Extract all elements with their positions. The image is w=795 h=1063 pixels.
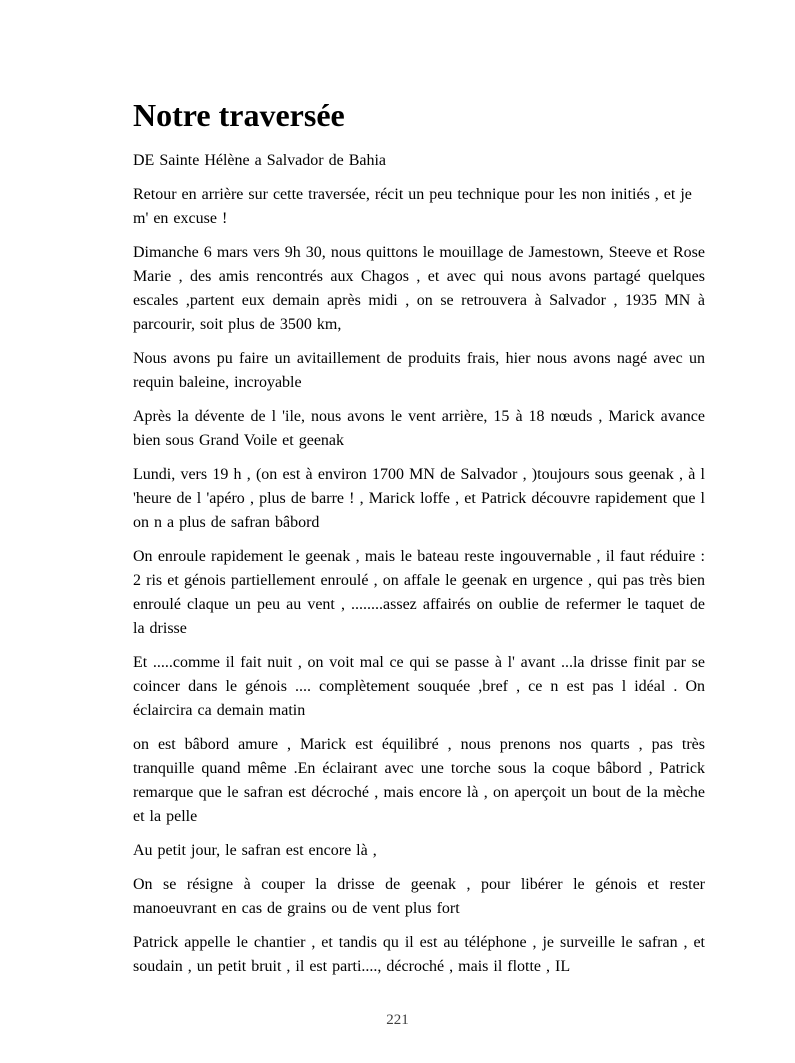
paragraph: Après la dévente de l 'ile, nous avons le vent arrière, 15 à 18 nœuds , Marick avance bien sous Grand Voile et geenak — [133, 408, 705, 449]
paragraph: on est bâbord amure , Marick est équilibré , nous prenons nos quarts , pas très tranquille quand même .En éclairant avec une torche sous la coque bâbord , Patrick remarque que le safran est décroché , mais encore là , on aperçoit un bout de la mèche et la pelle — [133, 736, 705, 825]
paragraph: On enroule rapidement le geenak , mais le bateau reste ingouvernable , il faut réduire : 2 ris et génois partiellement enroulé , on affale le geenak en urgence , qui pas très bien enroulé claque un peu au vent , ........assez affairés on oublie de refermer le taquet de la drisse — [133, 548, 705, 637]
document-body — [133, 149, 705, 979]
document-page — [133, 96, 705, 989]
paragraph: Patrick appelle le chantier , et tandis qu il est au téléphone , je surveille le safran , et soudain , un petit bruit , il est parti...., décroché , mais il flotte , IL — [133, 934, 705, 975]
page-number: 221 — [386, 1012, 409, 1028]
paragraph: Dimanche 6 mars vers 9h 30, nous quittons le mouillage de Jamestown, Steeve et Rose Marie , des amis rencontrés aux Chagos , et avec qui nous avons partagé quelques escales ,partent eux demain après midi , on se retrouvera à Salvador , 1935 MN à parcourir, soit plus de 3500 km, — [133, 244, 705, 333]
paragraph: Et .....comme il fait nuit , on voit mal ce qui se passe à l' avant ...la drisse finit par se coincer dans le génois .... complètement souquée ,bref , ce n est pas l idéal . On éclaircira ca demain matin — [133, 654, 705, 719]
paragraph: On se résigne à couper la drisse de geenak , pour libérer le génois et rester manoeuvrant en cas de grains ou de vent plus fort — [133, 876, 705, 917]
paragraph: Retour en arrière sur cette traversée, récit un peu technique pour les non initiés , et je m' en excuse ! — [133, 186, 692, 227]
paragraph: DE Sainte Hélène a Salvador de Bahia — [133, 152, 387, 169]
paragraph: Lundi, vers 19 h , (on est à environ 1700 MN de Salvador , )toujours sous geenak , à l 'heure de l 'apéro , plus de barre ! , Marick loffe , et Patrick découvre rapidement que l on n a plus de safran bâbord — [133, 466, 705, 531]
paragraph: Au petit jour, le safran est encore là , — [133, 842, 377, 859]
paragraph: Nous avons pu faire un avitaillement de produits frais, hier nous avons nagé avec un requin baleine, incroyable — [133, 350, 705, 391]
page-title: Notre traversée — [133, 97, 345, 133]
